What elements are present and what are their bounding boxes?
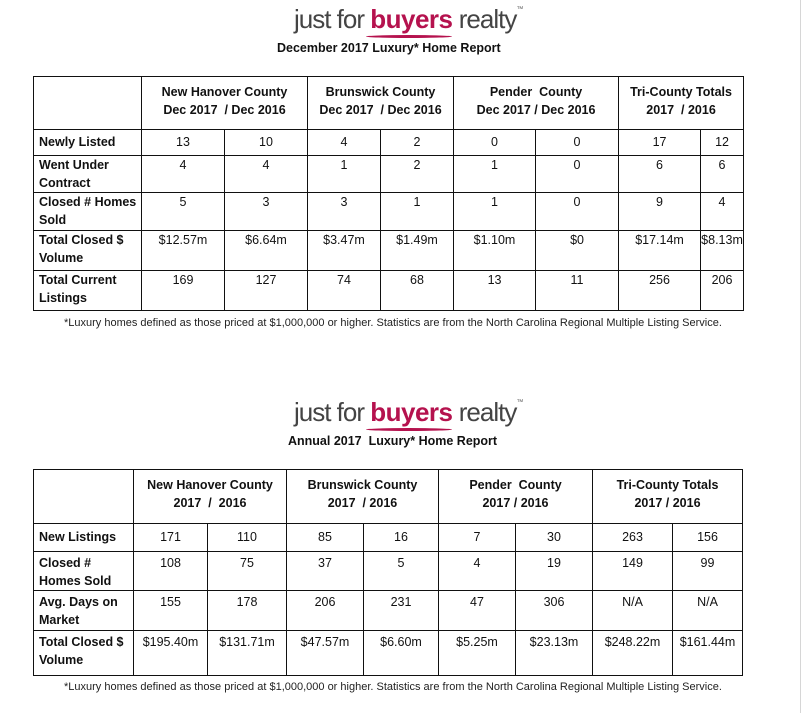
column-header-new-hanover	[134, 470, 287, 524]
cell-value: 231	[364, 591, 439, 631]
cell-value: 0	[536, 130, 619, 156]
table-row	[34, 231, 744, 271]
column-header-pender	[439, 470, 593, 524]
cell-value: $1.10m	[454, 231, 536, 271]
monthly-report-table	[33, 76, 744, 311]
row-label: Total Closed $ Volume	[34, 631, 134, 676]
column-header-new-hanover	[142, 77, 308, 130]
cell-value: 0	[536, 156, 619, 193]
county-name: Tri-County Totals	[616, 478, 719, 492]
cell-value: N/A	[593, 591, 673, 631]
cell-value: $6.64m	[225, 231, 308, 271]
cell-value: 1	[454, 193, 536, 231]
cell-value: $248.22m	[593, 631, 673, 676]
period-label: 2017 / 2016	[634, 496, 701, 510]
row-label: Went Under Contract	[34, 156, 142, 193]
county-name: Brunswick County	[325, 85, 436, 99]
cell-value: 4	[308, 130, 381, 156]
cell-value: 3	[308, 193, 381, 231]
cell-value: 5	[364, 552, 439, 591]
cell-value: 10	[225, 130, 308, 156]
table-row	[34, 524, 743, 552]
cell-value: 306	[516, 591, 593, 631]
cell-value: $23.13m	[516, 631, 593, 676]
cell-value: 206	[701, 271, 744, 311]
cell-value: 11	[536, 271, 619, 311]
row-label: Total Closed $ Volume	[34, 231, 142, 271]
table-row	[34, 552, 743, 591]
cell-value: 178	[208, 591, 287, 631]
cell-value: 263	[593, 524, 673, 552]
logo-text-realty: realty	[452, 4, 517, 34]
cell-value: 108	[134, 552, 208, 591]
cell-value: 5	[142, 193, 225, 231]
annual-report-table	[33, 469, 743, 676]
cell-value: 1	[308, 156, 381, 193]
cell-value: 2	[381, 156, 454, 193]
logo-text-buyers: buyers	[370, 4, 453, 34]
corner-cell	[34, 470, 134, 524]
cell-value: 12	[701, 130, 744, 156]
period-label: 2017 / 2016	[173, 496, 247, 510]
cell-value: $17.14m	[619, 231, 701, 271]
cell-value: 1	[381, 193, 454, 231]
period-label: 2017 / 2016	[646, 103, 716, 117]
cell-value: 75	[208, 552, 287, 591]
cell-value: $131.71m	[208, 631, 287, 676]
cell-value: $0	[536, 231, 619, 271]
cell-value: $8.13m	[701, 231, 744, 271]
cell-value: 74	[308, 271, 381, 311]
period-label: Dec 2017 / Dec 2016	[319, 103, 442, 117]
period-label: 2017 / 2016	[482, 496, 549, 510]
table-row	[34, 271, 744, 311]
cell-value: 127	[225, 271, 308, 311]
cell-value: 85	[287, 524, 364, 552]
cell-value: 6	[619, 156, 701, 193]
table-row	[34, 130, 744, 156]
logo-swoosh	[366, 428, 452, 431]
cell-value: $1.49m	[381, 231, 454, 271]
cell-value: 17	[619, 130, 701, 156]
logo-text-just-for: just for	[294, 397, 371, 427]
cell-value: 16	[364, 524, 439, 552]
cell-value: 169	[142, 271, 225, 311]
cell-value: $6.60m	[364, 631, 439, 676]
cell-value: 110	[208, 524, 287, 552]
cell-value: 30	[516, 524, 593, 552]
cell-value: 37	[287, 552, 364, 591]
cell-value: 206	[287, 591, 364, 631]
county-name: Brunswick County	[307, 478, 418, 492]
logo-text-just-for: just for	[294, 4, 371, 34]
row-label: New Listings	[34, 524, 134, 552]
logo-text-realty: realty	[452, 397, 517, 427]
cell-value: 2	[381, 130, 454, 156]
cell-value: $5.25m	[439, 631, 516, 676]
page-edge-divider	[800, 0, 801, 713]
table-row	[34, 156, 744, 193]
cell-value: 4	[142, 156, 225, 193]
county-name: Pender County	[469, 478, 562, 492]
cell-value: 0	[454, 130, 536, 156]
row-label: Total Current Listings	[34, 271, 142, 311]
cell-value: 1	[454, 156, 536, 193]
cell-value: $161.44m	[673, 631, 743, 676]
cell-value: 4	[701, 193, 744, 231]
column-header-brunswick	[287, 470, 439, 524]
row-label: Closed # Homes Sold	[34, 552, 134, 591]
cell-value: $47.57m	[287, 631, 364, 676]
table-row	[34, 631, 743, 676]
logo-trademark: ™	[516, 399, 524, 406]
cell-value: 4	[439, 552, 516, 591]
county-name: New Hanover County	[147, 478, 273, 492]
table-header-row	[34, 470, 743, 524]
cell-value: 9	[619, 193, 701, 231]
cell-value: 68	[381, 271, 454, 311]
cell-value: 149	[593, 552, 673, 591]
table-row	[34, 591, 743, 631]
column-header-brunswick	[308, 77, 454, 130]
cell-value: $195.40m	[134, 631, 208, 676]
cell-value: 47	[439, 591, 516, 631]
cell-value: 13	[142, 130, 225, 156]
period-label: 2017 / 2016	[327, 496, 398, 510]
column-header-tri-county	[619, 77, 744, 130]
brand-logo	[294, 4, 523, 38]
report-title: Annual 2017 Luxury* Home Report	[288, 434, 498, 448]
footnote: *Luxury homes defined as those priced at $1,000,000 or higher. Statistics are from the North Carolina Regional Multiple Listing Service.	[64, 317, 722, 329]
corner-cell	[34, 77, 142, 130]
table-row	[34, 193, 744, 231]
cell-value: 256	[619, 271, 701, 311]
logo-trademark: ™	[516, 6, 524, 13]
cell-value: $3.47m	[308, 231, 381, 271]
column-header-pender	[454, 77, 619, 130]
period-label: Dec 2017 / Dec 2016	[476, 103, 596, 117]
county-name: Pender County	[489, 85, 583, 99]
cell-value: N/A	[673, 591, 743, 631]
row-label: Closed # Homes Sold	[34, 193, 142, 231]
logo-text-buyers: buyers	[370, 397, 453, 427]
cell-value: 13	[454, 271, 536, 311]
county-name: New Hanover County	[161, 85, 288, 99]
table-header-row	[34, 77, 744, 130]
row-label: Newly Listed	[34, 130, 142, 156]
brand-logo	[294, 397, 523, 431]
report-title: December 2017 Luxury* Home Report	[277, 41, 501, 55]
row-label: Avg. Days on Market	[34, 591, 134, 631]
cell-value: 6	[701, 156, 744, 193]
period-label: Dec 2017 / Dec 2016	[163, 103, 286, 117]
cell-value: 4	[225, 156, 308, 193]
cell-value: 3	[225, 193, 308, 231]
county-name: Tri-County Totals	[630, 85, 732, 99]
cell-value: 155	[134, 591, 208, 631]
footnote: *Luxury homes defined as those priced at $1,000,000 or higher. Statistics are from the North Carolina Regional Multiple Listing Service.	[64, 681, 722, 693]
cell-value: 156	[673, 524, 743, 552]
cell-value: 171	[134, 524, 208, 552]
cell-value: 19	[516, 552, 593, 591]
logo-swoosh	[366, 35, 452, 38]
cell-value: 7	[439, 524, 516, 552]
column-header-tri-county	[593, 470, 743, 524]
cell-value: $12.57m	[142, 231, 225, 271]
cell-value: 99	[673, 552, 743, 591]
cell-value: 0	[536, 193, 619, 231]
